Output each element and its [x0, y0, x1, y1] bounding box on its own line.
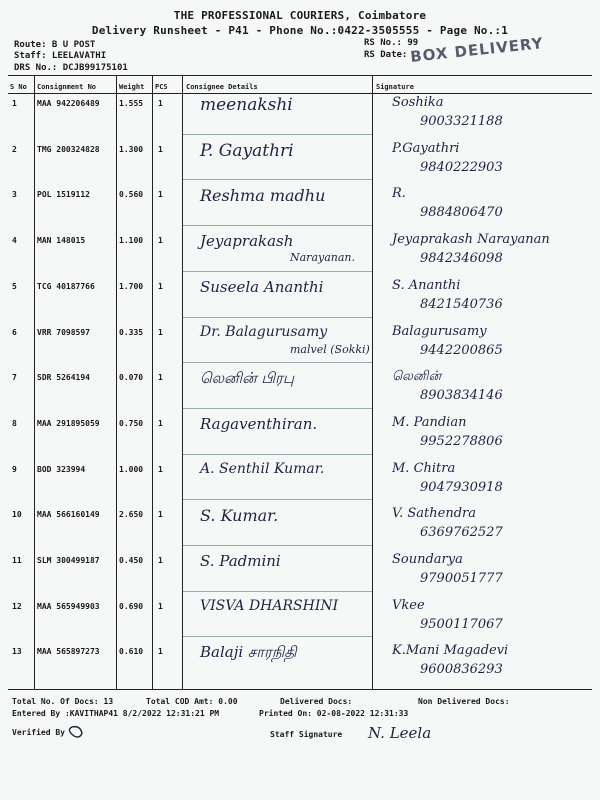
row-sno: 10 [12, 510, 22, 520]
row-consignment-no: MAA 565897273 [37, 647, 100, 657]
row-consignment-no: MAA 566160149 [37, 510, 100, 520]
consignee-name: S. Padmini [200, 552, 281, 570]
recipient-phone: 9884806470 [420, 205, 503, 221]
non-delivered-docs: Non Delivered Docs: [418, 697, 510, 706]
row-sno: 11 [12, 556, 22, 565]
row-weight: 1.300 [119, 144, 144, 154]
recipient-signature: Soshika [392, 95, 444, 110]
row-weight: 0.610 [119, 647, 144, 657]
recipient-phone: 9047930918 [420, 479, 503, 495]
recipient-signature: P.Gayathri [392, 140, 460, 156]
row-pcs: 1 [158, 647, 163, 657]
row-sno: 9 [12, 464, 17, 474]
row-consignment-no: TMG 200324828 [37, 144, 100, 154]
row-sno: 3 [12, 190, 17, 200]
consignee-name-line2: malvel (Sokki) [290, 342, 370, 356]
row-sno: 4 [12, 236, 17, 246]
recipient-signature: K.Mani Magadevi [392, 643, 509, 659]
row-consignment-no: VRR 7098597 [37, 327, 90, 337]
recipient-phone: 9003321188 [420, 114, 503, 129]
row-sno: 8 [12, 418, 17, 428]
consignee-name: லெனின் பிரபு [200, 369, 294, 388]
recipient-signature: Soundarya [392, 552, 463, 567]
consignee-name: Suseela Ananthi [200, 277, 324, 296]
row-consignment-no: POL 1519112 [37, 190, 90, 200]
consignee-name: Dr. Balagurusamy [200, 323, 328, 340]
consignee-name: VISVA DHARSHINI [200, 597, 339, 614]
route-label: Route: B U POST [14, 40, 96, 50]
row-weight: 0.070 [119, 373, 144, 383]
row-weight: 0.335 [119, 327, 144, 337]
staff-sign-handwriting: N. Leela [368, 724, 432, 742]
row-weight: 0.750 [119, 418, 144, 428]
row-pcs: 1 [158, 144, 163, 154]
row-weight: 1.555 [119, 99, 144, 108]
drs-number: DRS No.: DCJB99175101 [14, 63, 128, 73]
header-consignee: Consignee Details [186, 83, 258, 91]
recipient-phone: 8421540736 [420, 296, 503, 312]
recipient-phone: 9600836293 [420, 662, 503, 678]
row-consignment-no: SDR 5264194 [37, 373, 90, 383]
row-consignment-no: BOD 323994 [37, 464, 86, 474]
row-sno: 6 [12, 327, 17, 337]
row-weight: 1.100 [119, 236, 144, 246]
staff-signature-label: Staff Signature [270, 730, 343, 739]
recipient-phone: 9952278806 [420, 433, 503, 449]
staff-label: Staff: LEELAVATHI [14, 51, 107, 61]
recipient-signature: Vkee [392, 597, 425, 613]
consignee-name: Ragaventhiran. [200, 414, 318, 433]
recipient-phone: 9442200865 [420, 342, 503, 358]
row-pcs: 1 [158, 510, 163, 520]
recipient-phone: 9790051777 [420, 571, 503, 586]
row-sno: 1 [12, 99, 17, 108]
company-title: THE PROFESSIONAL COURIERS, Coimbatore [173, 9, 427, 22]
printed-on: Printed On: 02-08-2022 12:31:33 [259, 709, 409, 718]
header-signature: Signature [376, 83, 414, 91]
consignee-name: Balaji சாரநிதி [200, 643, 297, 662]
row-pcs: 1 [158, 418, 163, 428]
header-sno: S No [10, 83, 27, 91]
header-consignment: Consignment No [37, 83, 97, 91]
row-pcs: 1 [158, 281, 163, 291]
recipient-phone: 8903834146 [420, 388, 503, 404]
row-pcs: 1 [158, 99, 163, 108]
row-sno: 5 [12, 281, 17, 291]
consignee-name: meenakshi [200, 95, 293, 115]
rs-number: RS No.: 99 [364, 38, 419, 48]
row-sno: 13 [12, 647, 22, 657]
row-consignment-no: MAA 291895059 [37, 418, 100, 428]
row-pcs: 1 [158, 236, 163, 246]
consignee-name: Jeyaprakash [200, 232, 294, 251]
recipient-signature: Jeyaprakash Narayanan [392, 232, 550, 248]
recipient-signature: Balagurusamy [392, 323, 487, 339]
row-weight: 0.560 [119, 190, 144, 200]
recipient-signature: S. Ananthi [392, 277, 461, 293]
row-consignment-no: SLM 300499187 [37, 556, 100, 565]
recipient-signature: M. Pandian [392, 414, 467, 430]
recipient-signature: V. Sathendra [392, 506, 476, 522]
header-weight: Weight [119, 83, 145, 91]
consignee-name: P. Gayathri [200, 140, 294, 161]
row-pcs: 1 [158, 556, 163, 565]
recipient-signature: M. Chitra [392, 460, 456, 476]
recipient-phone: 9842346098 [420, 251, 503, 267]
row-consignment-no: TCG 40187766 [37, 281, 95, 291]
row-pcs: 1 [158, 190, 163, 200]
row-sno: 12 [12, 601, 22, 611]
entered-by: Entered By :KAVITHAP41 8/2/2022 12:31:21 PM [12, 709, 220, 718]
row-pcs: 1 [158, 464, 163, 474]
row-weight: 1.000 [119, 464, 144, 474]
header-pcs: PCS [155, 83, 168, 91]
total-docs: Total No. Of Docs: 13 [12, 697, 114, 706]
delivered-docs: Delivered Docs: [280, 697, 353, 706]
recipient-phone: 9500117067 [420, 616, 503, 632]
consignee-name: A. Senthil Kumar. [200, 460, 325, 477]
row-weight: 1.700 [119, 281, 144, 291]
row-sno: 2 [12, 144, 17, 154]
verified-by-label: Verified By [12, 728, 65, 737]
recipient-signature: லெனின் [392, 369, 442, 385]
row-sno: 7 [12, 373, 17, 383]
consignee-name: Reshma madhu [200, 186, 326, 206]
box-delivery-stamp: BOX DELIVERY [409, 34, 545, 66]
rs-date: RS Date: [364, 50, 408, 60]
recipient-phone: 6369762527 [420, 525, 503, 541]
row-consignment-no: MAA 942206489 [37, 99, 100, 108]
row-weight: 2.650 [119, 510, 144, 520]
recipient-signature: R. [392, 186, 406, 202]
row-consignment-no: MAA 565949903 [37, 601, 100, 611]
runsheet-subtitle: Delivery Runsheet - P41 - Phone No.:0422-3505555 - Page No.:1 [91, 24, 509, 37]
row-consignment-no: MAN 148015 [37, 236, 86, 246]
row-pcs: 1 [158, 327, 163, 337]
row-pcs: 1 [158, 601, 163, 611]
recipient-phone: 9840222903 [420, 159, 503, 175]
row-weight: 0.450 [119, 556, 144, 565]
row-weight: 0.690 [119, 601, 144, 611]
consignee-name-line2: Narayanan. [290, 251, 355, 265]
row-pcs: 1 [158, 373, 163, 383]
total-cod: Total COD Amt: 0.00 [146, 697, 238, 706]
consignee-name: S. Kumar. [200, 506, 279, 526]
